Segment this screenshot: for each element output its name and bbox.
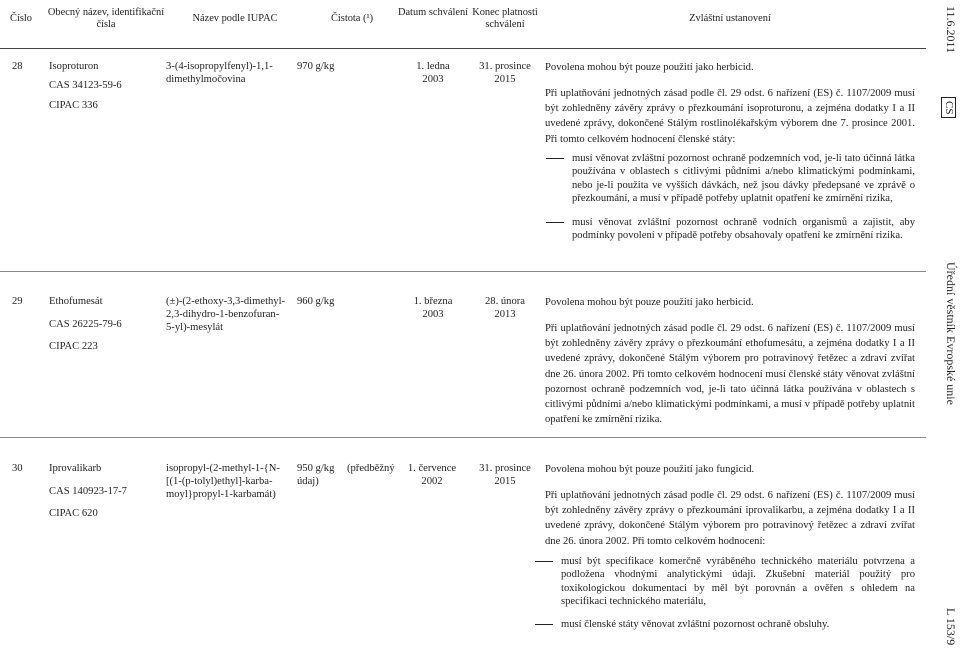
- iupac-name-line: 2,3-dihydro-1-benzofuran-: [166, 309, 280, 320]
- sidebar-language-badge: CS: [941, 97, 956, 118]
- provision-bullet-text: musí věnovat zvláštní pozornost ochraně vodních organismů a zajistit, aby podmínky povolení v případě potřeby obsahovaly opatření ke zmírnění rizika.: [572, 217, 915, 242]
- provision-paragraph: Povolena mohou být pouze použití jako herbicid.: [545, 62, 754, 73]
- common-name: Iprovalikarb: [49, 463, 102, 474]
- table-header: [0, 0, 926, 49]
- provision-paragraph: Při uplatňování jednotných zásad podle čl. 29 odst. 6 nařízení (ES) č. 1107/2009 musí být zohledněny závěry zprávy o přezkoumání isoproturonu, a zejména dodatky I a II uvedené zprávy, dokončené Stálým rostlinolékařským výborem dne 7. prosince 2001. Při tomto celkovém hodnocení členské státy:: [545, 88, 915, 145]
- iupac-name-line: (±)-(2-ethoxy-3,3-dimethyl-: [166, 296, 286, 307]
- common-name: Isoproturon: [49, 61, 99, 72]
- approval-date: [396, 61, 470, 87]
- approval-date-line: 2003: [422, 308, 444, 320]
- dash-icon: [546, 222, 564, 223]
- provision-bullet: [572, 216, 915, 243]
- iupac-name-line: 3-(4-isopropylfenyl)-1,1-: [166, 61, 273, 72]
- row-number: 29: [12, 296, 23, 307]
- provision-bullet: [561, 618, 915, 631]
- header-datum-schvaleni: Datum schválení: [397, 7, 469, 18]
- provision-paragraph: Při uplatňování jednotných zásad podle čl. 29 odst. 6 nařízení (ES) č. 1107/2009 musí být zohledněny závěry zprávy o přezkoumání ethofumesátu, a zejména dodatky I a II uvedené zprávy, dokončené Stálým výborem pro potravinový řetězec a zdraví zvířat dne 26. února 2002. Při tomto celkovém hodnocení musí členské státy věnovat zvláštní pozornost ochraně podzemních vod, je-li tato účinná látka používána v oblastech s citlivými půdními a/nebo klimatickými podmínkami, a musí v případě potřeby uplatnit opatření ke zmírnění rizika.: [545, 323, 915, 426]
- expiry-date-line: 31. prosince: [479, 463, 531, 474]
- cas-number: CAS 140923-17-7: [49, 486, 127, 497]
- sidebar-date: 11.6.2011: [944, 6, 958, 54]
- row-number: 28: [12, 61, 23, 72]
- expiry-date: [468, 296, 542, 322]
- expiry-date-line: 2015: [494, 475, 516, 487]
- dash-icon: [546, 158, 564, 159]
- sidebar-journal-title: Úřední věstník Evropské unie: [944, 262, 958, 405]
- provision-bullet-text: musí být specifikace komerčně vyráběného technického materiálu potvrzena a podložena vhodnými analytickými údaji. Zkušební materiál použitý pro toxikologickou dokumentaci by měl být porovnán a ověřen s ohledem na specifikaci technického materiálu,: [561, 556, 915, 608]
- header-iupac: Název podle IUPAC: [192, 13, 278, 24]
- purity-line: 950 g/kg: [297, 463, 335, 474]
- cas-number: CAS 26225-79-6: [49, 319, 122, 330]
- sidebar-page-number: L 153/9: [944, 608, 958, 646]
- header-cislo: Číslo: [10, 13, 32, 24]
- purity-line: údaj): [297, 476, 319, 487]
- header-obecny-nazev: Obecný název, identifikační čísla: [47, 7, 165, 30]
- expiry-date-line: 28. února: [484, 296, 525, 307]
- row-divider: [0, 437, 926, 438]
- cipac-number: CIPAC 336: [49, 100, 98, 111]
- expiry-date-line: 31. prosince: [479, 61, 531, 72]
- provision-paragraph: Při uplatňování jednotných zásad podle čl. 29 odst. 6 nařízení (ES) č. 1107/2009 musí být zohledněny závěry zprávy o přezkoumání iprovalikarbu, a zejména dodatky I a II uvedené zprávy, dokončené Stálým výborem pro potravinový řetězec a zdraví zvířat dne 26. února 2002. Při tomto celkovém hodnocení:: [545, 490, 915, 547]
- provision-bullet-text: musí členské státy věnovat zvláštní pozornost ochraně obsluhy.: [561, 619, 830, 630]
- expiry-date-line: 2013: [494, 308, 516, 320]
- purity-line: (předběžný: [347, 463, 395, 474]
- provision-bullet-text: musí věnovat zvláštní pozornost ochraně podzemních vod, je-li tato účinná látka používána v oblastech s citlivými půdními a/nebo klimatickými podmínkami, nebo je-li použita ve vyšších dávkách, než jsou dávky předepsané ve zprávě o přezkoumání, a musí v případě potřeby uplatnit opatření ke zmírnění rizika,: [572, 153, 915, 205]
- approval-date-line: 1. července: [407, 463, 457, 474]
- approval-date-line: 1. ledna: [416, 61, 450, 72]
- header-cistota: Čistota (¹): [330, 13, 374, 24]
- common-name: Ethofumesát: [49, 296, 103, 307]
- row-divider: [0, 271, 926, 272]
- provision-bullet: [572, 152, 915, 206]
- iupac-name-line: 5-yl)-mesylát: [166, 322, 224, 333]
- dash-icon: [535, 561, 553, 562]
- approval-date-line: 2002: [421, 475, 443, 487]
- expiry-date: [468, 61, 542, 87]
- header-konec-platnosti: Konec platnosti schválení: [472, 7, 538, 30]
- row-number: 30: [12, 463, 23, 474]
- iupac-name-line: [(1-(p-tolyl)ethyl]-karba-: [166, 476, 273, 487]
- iupac-name-line: isopropyl-(2-methyl-1-{N-: [166, 463, 280, 474]
- provision-paragraph: Povolena mohou být pouze použití jako herbicid.: [545, 297, 754, 308]
- header-zvlastni-ustanoveni: Zvláštní ustanovení: [689, 13, 771, 24]
- expiry-date-line: 2015: [494, 73, 516, 85]
- dash-icon: [535, 624, 553, 625]
- approval-date: [396, 296, 470, 322]
- approval-date-line: 2003: [422, 73, 444, 85]
- purity: 970 g/kg: [297, 61, 335, 72]
- cas-number: CAS 34123-59-6: [49, 80, 122, 91]
- iupac-name-line: dimethylmočovina: [166, 74, 246, 85]
- provision-bullet: [561, 555, 915, 609]
- cipac-number: CIPAC 223: [49, 341, 98, 352]
- iupac-name-line: moyl}propyl-1-karbamát): [166, 489, 276, 500]
- expiry-date: [468, 463, 542, 489]
- purity: 960 g/kg: [297, 296, 335, 307]
- approval-date-line: 1. března: [413, 296, 453, 307]
- cipac-number: CIPAC 620: [49, 508, 98, 519]
- approval-date: [392, 463, 472, 489]
- provision-paragraph: Povolena mohou být pouze použití jako fungicid.: [545, 464, 755, 475]
